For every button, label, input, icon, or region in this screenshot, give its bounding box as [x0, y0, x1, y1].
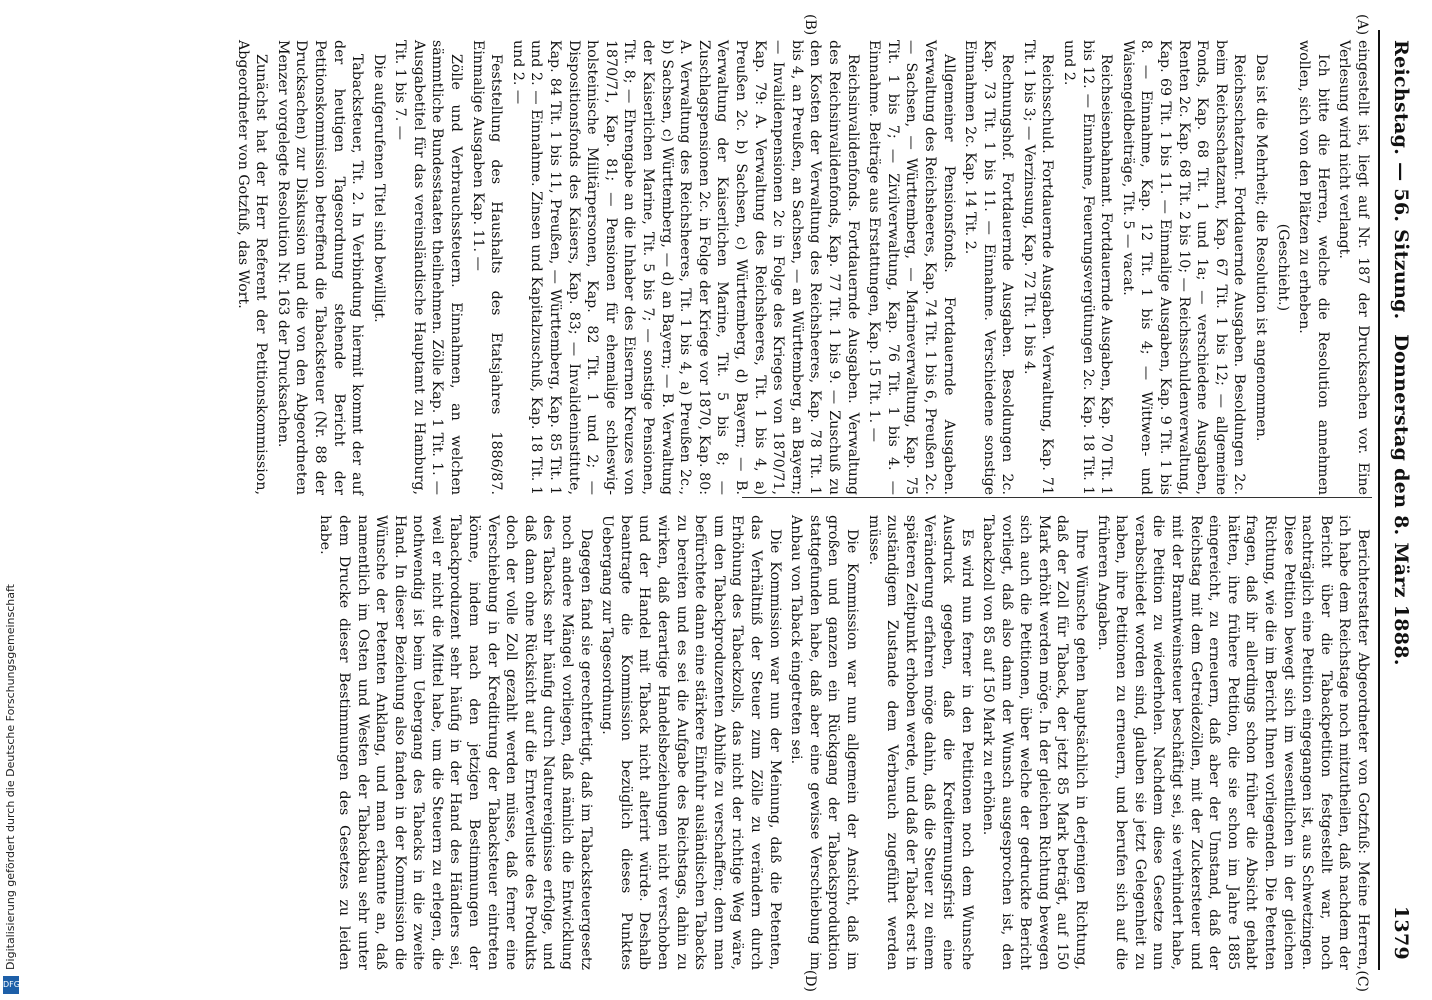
header-left: Reichstag. — 56. Sitzung.	[1390, 40, 1412, 320]
margin-mark-d: (D)	[802, 969, 818, 992]
paragraph: Das ist die Mehrheit; die Resolution ist angenommen.	[1253, 54, 1270, 442]
paragraph: eingestellt ist, liegt auf Nr. 187 der Drucksachen vor. Eine Verlesung wird nicht verlangt.	[1336, 40, 1371, 495]
header-center: Donnerstag den 8. März 1888.	[1390, 334, 1412, 666]
header-rule	[1378, 30, 1380, 970]
page-number: 1379	[1390, 905, 1412, 960]
paragraph: Reichsschatzamt. Fortdauernde Ausgaben. Besoldungen 2c. beim Reichsschatzamt, Kap. 67 Tit. 1 bis 12; — allgemeine Fonds, Kap. 68 Tit. 1 und 1a; — verschiedene Ausgaben, Renten 2c. Kap. 68 Tit. 2 bis 10; — Reichsschuldenverwaltung, Kap. 69 Tit. 1 bis 11. — Einmalige Ausgaben, Kap. 9 Tit. 1 bis 8. — Einnahme, Kap. 12 Tit. 1 bis 4; — Wittwen- und Waisengeldbeiträge, Tit. 5 — vacat.	[1119, 40, 1248, 495]
paragraph: Berichterstatter Abgeordneter von Gotzfuß: Meine Herren, ich habe dem Reichstage noch mitzutheilen, daß nachdem der Bericht über die Tabackpetition festgestellt war, noch nachträglich eine Petition eingegangen ist, aus Schwetzingen. Diese Petition bewegt sich im wesentlichen in der gleichen Richtung, wie die im Bericht Ihnen vorliegenden. Die Petenten fragen, daß ihr allerdings schon früher die Absicht gehabt hätten, ihre frühere Petition, die sie schon im Jahre 1885 eingereicht, zu erneuern, daß aber der Umstand, daß der Reichstag mit dem Getreidezöllen, mit der Zuckersteuer und mit der Branntweinsteuer beschäftigt sei, sie verhindert habe, die Petition zu wiederholen. Nachdem diese Gesetze nun verabschiedet worden sind, glauben sie jetzt Gelegenheit zu haben, ihre Petitionen zu erneuern, und berufen sich auf die früheren Angaben.	[1094, 515, 1371, 970]
paragraph: Zölle und Verbrauchssteuern. Einnahmen, an welchen sämmtliche Bundesstaaten theilnehmen. Zölle Kap. 1 Tit. 1. — Ausgabetitel für das vereinsländische Hauptamt zu Hamburg, Tit. 1 bis 7. —	[392, 40, 465, 495]
dfg-logo: DFG	[3, 976, 19, 994]
digitization-credit	[0, 0, 22, 1000]
paragraph: Ich bitte die Herren, welche die Resolution annehmen wollen, sich von den Plätzen zu erheben.	[1296, 40, 1331, 495]
paragraph: Feststellung des Haushalts des Etatsjahres 1886/87. Einmalige Ausgaben Kap. 11. —	[469, 40, 505, 495]
paragraph: Die Kommission war nun allgemein der Ansicht, daß im großen und ganzen ein Rückgang der Tabacksproduktion stattgefunden habe, daß aber eine gewisse Verschiebung im Anbau von Taback eingetreten sei.	[788, 515, 860, 970]
credit-text: Digitalisierung gefördert durch die Deutsche Forschungsgemeinschaft	[4, 584, 17, 970]
paragraph: Allgemeiner Pensionsfonds. Fortdauernde Ausgaben. Verwaltung des Reichsheeres, Kap. 74 Tit. 1 bis 6, Preußen 2c. — Sachsen, — Württemberg, — Marineverwaltung, Kap. 75 Tit. 1 bis 7; — Zivilverwaltung, Kap. 76 Tit. 1 bis 4. — Einnahme. Beiträge aus Erstattungen, Kap. 15 Tit. 1. —	[866, 40, 957, 495]
paragraph: Ihre Wünsche gehen hauptsächlich in derjenigen Richtung, daß der Zoll für Taback, der jetzt 85 Mark beträgt, auf 150 Mark erhöht werden möge. In der gleichen Richtung bewegen sich auch die Petitionen, über welche der gedruckte Bericht vorliegt, daß also dann der Wunsch ausgesprochen ist, den Tabackzoll von 85 auf 150 Mark zu erhöhen.	[980, 515, 1090, 970]
paragraph: Es wird nun ferner in den Petitionen noch dem Wunsche Ausdruck gegeben, daß die Kreditermungsfrist eine Veränderung erfahren möge dahin, daß die Steuer zu einem späteren Zeitpunkt erhoben werde, und daß der Taback erst in zuständigem Zustande dem Verbrauch zugeführt werden müsse.	[865, 515, 975, 970]
paragraph: Reichsinvalidenfonds. Fortdauernde Ausgaben. Verwaltung des Reichsinvalidenfonds, Kap. 77 Tit. 1 bis 9. — Zuschuß zu den Kosten der Verwaltung des Reichsheeres, Kap. 78 Tit. 1 bis 4, an Preußen, an Sachsen, — an Württemberg, an Bayern; — Invalidenpensionen 2c in Folge des Krieges von 1870/71, Kap. 79: A. Verwaltung des Reichsheeres, Tit. 1 bis 4, a) Preußen 2c. b) Sachsen, c) Württemberg, d) Bayern; — B. Verwaltung der Kaiserlichen Marine, Tit. 5 bis 8; — Zuschlagspensionen 2c. in Folge der Kriege vor 1870, Kap. 80: A. Verwaltung des Reichsheeres, Tit. 1 bis 4, a) Preußen 2c., b) Sachsen, c) Württemberg, — d) an Bayern; — B. Verwaltung der Kaiserlichen Marine, Tit. 5 bis 7; — sonstige Pensionen, Tit. 8; — Ehrengabe an die Inhaber des Eisernen Kreuzes von 1870/71, Kap. 81; — Pensionen für ehemalige schleswig-holsteinische Militärpersonen, Kap. 82 Tit. 1 und 2; — Dispositionsfonds des Kaisers, Kap. 83; — Invalideninstitute, Kap. 84 Tit. 1 bis 11, Preußen, — Württemberg, Kap. 85 Tit. 1 und 2. — Einnahme. Zinsen und Kapitalzuschuß, Kap. 18 Tit. 1 und 2. —	[509, 40, 861, 495]
paragraph: Reichseisenbahnamt. Fortdauernde Ausgaben, Kap. 70 Tit. 1 bis 12. — Einnahme, Feuerungsvergütungen 2c. Kap. 18 Tit. 1 und 2.	[1061, 40, 1115, 495]
paragraph: Zunächst hat der Herr Referent der Petitionskommission, Abgeordneter von Gotzfuß, das Wort.	[234, 40, 270, 495]
page-header	[1386, 40, 1412, 960]
column-separator	[742, 497, 1372, 498]
margin-mark-b: (B)	[802, 14, 818, 36]
newspaper-page	[50, 0, 1430, 1000]
paragraph: Die aufgerufenen Titel sind bewilligt.	[370, 54, 387, 323]
right-column	[313, 515, 1372, 970]
paragraph: Tabacksteuer, Tit. 2. In Verbindung hiermit kommt der auf der heutigen Tagesordnung stehende Bericht der Petitionskommission betreffend die Tabacksteuer (Nr. 88 der Drucksachen) zur Diskussion und die von den Abgeordneten Menzer vorgelegte Resolution Nr. 163 der Drucksachen.	[274, 40, 366, 495]
paragraph: Die Kommission war nun der Meinung, daß die Petenten, das Verhältniß der Steuer zum Zölle zu verändern durch Erhöhung des Tabackzolls, das nicht der richtige Weg wäre, um den Tabackproduzenten Abhilfe zu verschaffen; denn man befürchtete dann eine stärkere Einfuhr ausländischen Tabacks zu bereiten und es sei die Aufgabe des Reichstags, dahin zu wirken, daß derartige Handelsbeziehungen nicht verschoben und der Handel mit Taback nicht alterirt würde. Deshalb beantragte die Kommission bezüglich dieses Punktes Uebergang zur Tagesordnung.	[599, 515, 783, 970]
left-column	[230, 40, 1372, 495]
paragraph: Reichsschuld. Fortdauernde Ausgaben. Verwaltung, Kap. 71 Tit. 1 bis 3; — Verzinsung, Kap. 72 Tit. 1 bis 4.	[1020, 40, 1056, 495]
paragraph: (Geschieht.)	[1274, 223, 1291, 312]
paragraph: Rechnungshof. Fortdauernde Ausgaben. Besoldungen 2c. Kap. 73 Tit. 1 bis 11. — Einnahme. Verschiedene sonstige Einnahmen 2c. Kap. 14 Tit. 2.	[962, 40, 1016, 495]
margin-mark-c: (C)	[1354, 970, 1370, 992]
margin-mark-a: (A)	[1354, 14, 1370, 36]
paragraph: Dagegen fand sie gerechtfertigt, daß im Tabacksteuergesetz noch andere Mängel vorliegen, daß nämlich die Entwicklung des Tabacks sehr häufig durch Naturereignisse erfolge, und daß dann ohne Rücksicht auf die Ernteverluste des Produkts doch der volle Zoll gezahlt werden müsse, daß ferner eine Verschiebung in der Kreditirung der Tabacksteuer eintreten könne, indem nach den jetzigen Bestimmungen der Tabackproduzent sehr häufig in der Hand des Händlers sei, weil er nicht die Mittel habe, um die Steuern zu erlegen, die nothwendig ist beim Uebergang des Tabacks in die zweite Hand. In dieser Beziehung also fanden in der Kommission die Wünsche der Petenten Anklang, und man erkannte an, daß namentlich im Osten und Westen der Tabackbau sehr unter dem Drucke dieser Bestimmungen des Gesetzes zu leiden habe.	[317, 515, 594, 970]
